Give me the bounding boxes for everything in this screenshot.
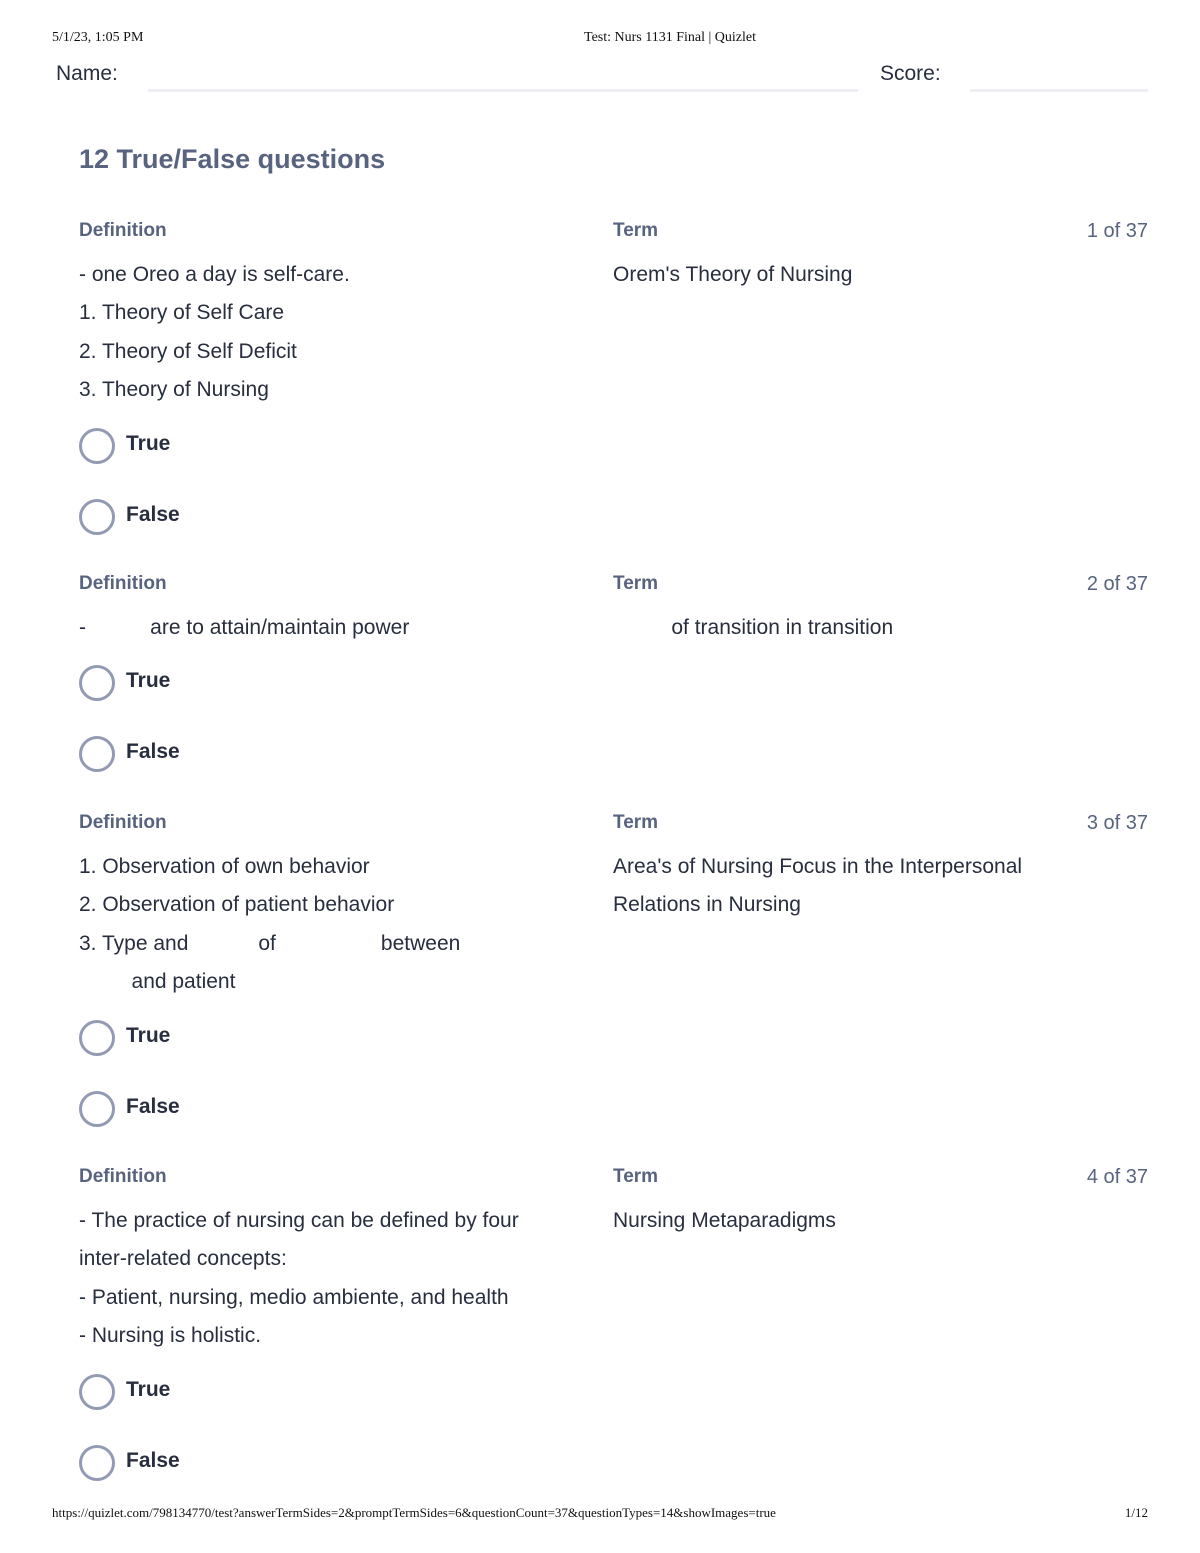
true-option[interactable] [79,665,1148,701]
radio-button[interactable] [79,1374,115,1410]
definition-line: - The practice of nursing can be defined by four [79,1209,519,1232]
false-option[interactable] [79,736,1148,772]
question-1 [79,220,1148,535]
term-text [613,848,1148,925]
option-label: True [126,1023,171,1047]
definition-heading: Definition [79,573,167,594]
false-option[interactable] [79,499,1148,535]
definition-line: 2. Theory of Self Deficit [79,339,297,363]
definition-line: - are to attain/maintain power [79,616,410,639]
radio-button[interactable] [79,428,115,464]
print-title: Test: Nurs 1131 Final | Quizlet [584,30,757,45]
definition-text [79,609,599,647]
answer-options [79,1374,1148,1481]
radio-button[interactable] [79,1091,115,1127]
definition-heading: Definition [79,812,167,833]
name-field[interactable] [148,89,858,92]
definition-line: 1. Theory of Self Care [79,301,285,325]
term-line: of transition in transition [613,616,894,639]
name-score-row [56,62,1148,94]
term-heading: Term [613,1166,659,1187]
radio-button[interactable] [79,736,115,772]
print-url: https://quizlet.com/798134770/test?answerTermSides=2&promptTermSides=6&questionCount=37&questionTypes=14&showImages=true [52,1505,776,1520]
false-option[interactable] [79,1445,1148,1481]
term-line: Orem's Theory of Nursing [613,263,853,286]
option-label: True [126,431,171,455]
option-label: False [126,1094,180,1118]
question-3 [79,812,1148,1127]
definition-heading: Definition [79,220,167,241]
true-option[interactable] [79,1374,1148,1410]
question-header [79,220,1148,246]
option-label: False [126,740,180,764]
question-2 [79,573,1148,772]
term-line: Nursing Metaparadigms [613,1209,836,1232]
option-label: False [126,502,180,526]
term-text [613,256,1148,294]
print-date: 5/1/23, 1:05 PM [52,30,144,45]
question-body [79,256,1148,410]
question-body [79,1202,1148,1356]
option-label: True [126,1377,171,1401]
question-counter: 3 of 37 [1086,812,1148,834]
term-heading: Term [613,220,659,241]
definition-line: - one Oreo a day is self-care. [79,263,350,286]
term-line: Area's of Nursing Focus in the Interpersonal [613,855,1023,878]
definition-heading: Definition [79,1166,167,1187]
term-line: Relations in Nursing [613,893,801,917]
question-header [79,812,1148,838]
radio-button[interactable] [79,499,115,535]
question-body [79,609,1148,647]
section-title: 12 True/False questions [79,144,386,174]
definition-line: 3. Type and of between [79,931,461,955]
question-counter: 1 of 37 [1086,220,1148,242]
true-option[interactable] [79,428,1148,464]
question-counter: 4 of 37 [1086,1166,1148,1188]
question-body [79,848,1148,1002]
radio-button[interactable] [79,1020,115,1056]
term-text [613,609,1148,647]
print-header [52,30,1148,48]
definition-line: - Patient, nursing, medio ambiente, and health [79,1285,509,1309]
definition-text [79,848,599,1002]
print-footer [52,1505,1148,1523]
false-option[interactable] [79,1091,1148,1127]
score-label: Score: [880,62,941,85]
term-heading: Term [613,812,659,833]
radio-button[interactable] [79,1445,115,1481]
question-header [79,1166,1148,1192]
question-counter: 2 of 37 [1086,573,1148,595]
answer-options [79,1020,1148,1127]
true-option[interactable] [79,1020,1148,1056]
question-header [79,573,1148,599]
page-number: 1/12 [1124,1505,1148,1520]
term-text [613,1202,1148,1240]
definition-line: 2. Observation of patient behavior [79,893,395,917]
name-label: Name: [56,62,118,85]
definition-line: - Nursing is holistic. [79,1324,262,1348]
option-label: True [126,669,171,693]
answer-options [79,665,1148,772]
term-heading: Term [613,573,659,594]
question-4 [79,1166,1148,1481]
definition-line: inter-related concepts: [79,1247,287,1271]
answer-options [79,428,1148,535]
definition-line: 1. Observation of own behavior [79,855,370,878]
score-field[interactable] [970,89,1148,92]
radio-button[interactable] [79,665,115,701]
definition-line: 3. Theory of Nursing [79,378,269,402]
option-label: False [126,1448,180,1472]
definition-text [79,1202,599,1356]
definition-line: and patient [79,970,236,994]
definition-text [79,256,599,410]
